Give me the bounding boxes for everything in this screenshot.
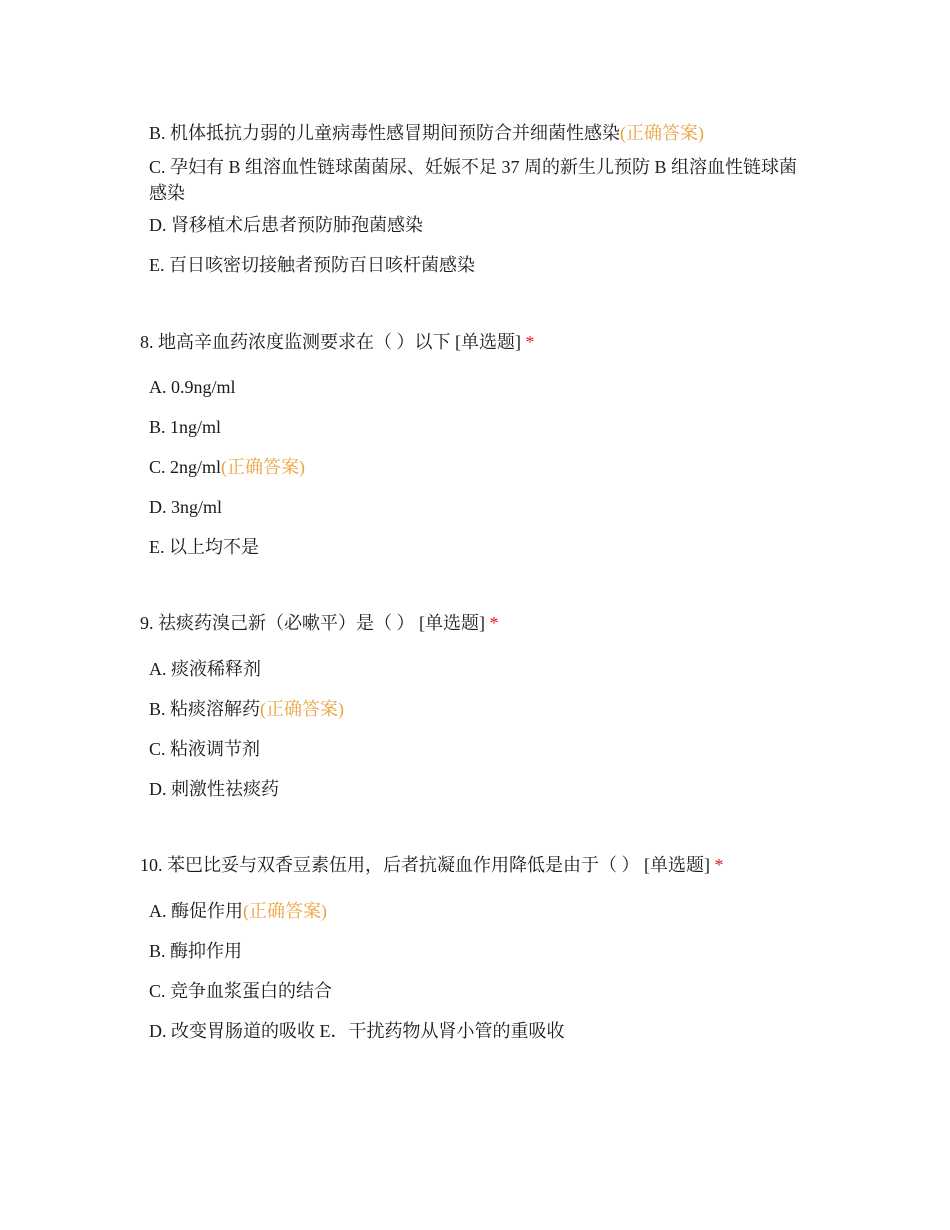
option-q7-e xyxy=(149,252,809,278)
correct-answer-label: (正确答案) xyxy=(260,699,345,719)
question-stem: 祛痰药溴己新（必嗽平）是（ ） [单选题] xyxy=(158,613,485,633)
option-letter: C. xyxy=(149,981,166,1001)
question-number: 8. xyxy=(140,332,154,352)
question-stem: 苯巴比妥与双香豆素伍用，后者抗凝血作用降低是由于（ ） [单选题] xyxy=(167,855,710,875)
option-text: 机体抵抗力弱的儿童病毒性感冒期间预防合并细菌性感染 xyxy=(170,123,621,143)
option-letter: C. xyxy=(149,157,166,177)
option-letter: E. xyxy=(149,537,165,557)
question-number: 10. xyxy=(140,855,163,875)
option-letter: A. xyxy=(149,659,167,679)
option-q10-b xyxy=(149,938,809,964)
option-q7-b xyxy=(149,120,809,146)
option-q8-d xyxy=(149,494,809,520)
option-text: 酶促作用 xyxy=(171,901,243,921)
option-letter: C. xyxy=(149,457,166,477)
correct-answer-label: (正确答案) xyxy=(620,123,705,143)
option-q9-c xyxy=(149,736,809,762)
required-mark: * xyxy=(525,332,535,352)
option-q10-c xyxy=(149,978,809,1004)
option-text: 竞争血浆蛋白的结合 xyxy=(170,981,333,1001)
option-letter: C. xyxy=(149,739,166,759)
option-text: 肾移植术后患者预防肺孢菌感染 xyxy=(171,215,423,235)
option-text: 刺激性祛痰药 xyxy=(171,779,279,799)
correct-answer-label: (正确答案) xyxy=(243,901,327,921)
option-letter: A. xyxy=(149,377,167,397)
option-q9-a xyxy=(149,656,809,682)
option-text: 1ng/ml xyxy=(170,417,222,437)
option-q10-d xyxy=(149,1018,809,1044)
option-text: 酶抑作用 xyxy=(170,941,243,961)
option-text: 3ng/ml xyxy=(171,497,223,517)
question-9 xyxy=(140,610,820,636)
option-text: 2ng/ml xyxy=(170,457,222,477)
option-letter: D. xyxy=(149,215,167,235)
option-letter: B. xyxy=(149,699,166,719)
option-text: 以上均不是 xyxy=(169,537,259,557)
question-8 xyxy=(140,329,820,355)
option-q9-d xyxy=(149,776,809,802)
option-q10-a xyxy=(149,898,809,924)
option-text: 孕妇有 B 组溶血性链球菌菌尿、妊娠不足 37 周的新生儿预防 B 组溶血性链球菌感染 xyxy=(149,157,798,203)
option-letter: B. xyxy=(149,123,166,143)
option-text: 痰液稀释剂 xyxy=(171,659,261,679)
option-letter: A. xyxy=(149,901,167,921)
option-letter: D. xyxy=(149,1021,167,1041)
option-q7-c xyxy=(149,154,799,206)
option-letter: B. xyxy=(149,417,166,437)
question-stem: 地高辛血药浓度监测要求在（ ）以下 [单选题] xyxy=(158,332,521,352)
option-q8-a xyxy=(149,374,809,400)
required-mark: * xyxy=(489,613,499,633)
option-letter: D. xyxy=(149,779,167,799)
option-q8-e xyxy=(149,534,809,560)
option-text: 粘液调节剂 xyxy=(170,739,261,759)
option-q9-b xyxy=(149,696,809,722)
option-q7-d xyxy=(149,212,809,238)
option-letter: D. xyxy=(149,497,167,517)
option-text: 百日咳密切接触者预防百日咳杆菌感染 xyxy=(169,255,475,275)
question-10 xyxy=(140,852,820,878)
option-text: 粘痰溶解药 xyxy=(170,699,261,719)
question-number: 9. xyxy=(140,613,154,633)
option-text: 改变胃肠道的吸收 E．干扰药物从肾小管的重吸收 xyxy=(171,1021,565,1041)
option-letter: E. xyxy=(149,255,165,275)
option-letter: B. xyxy=(149,941,166,961)
option-text: 0.9ng/ml xyxy=(171,377,236,397)
correct-answer-label: (正确答案) xyxy=(221,457,306,477)
option-q8-c xyxy=(149,454,809,480)
option-q8-b xyxy=(149,414,809,440)
required-mark: * xyxy=(714,855,724,875)
